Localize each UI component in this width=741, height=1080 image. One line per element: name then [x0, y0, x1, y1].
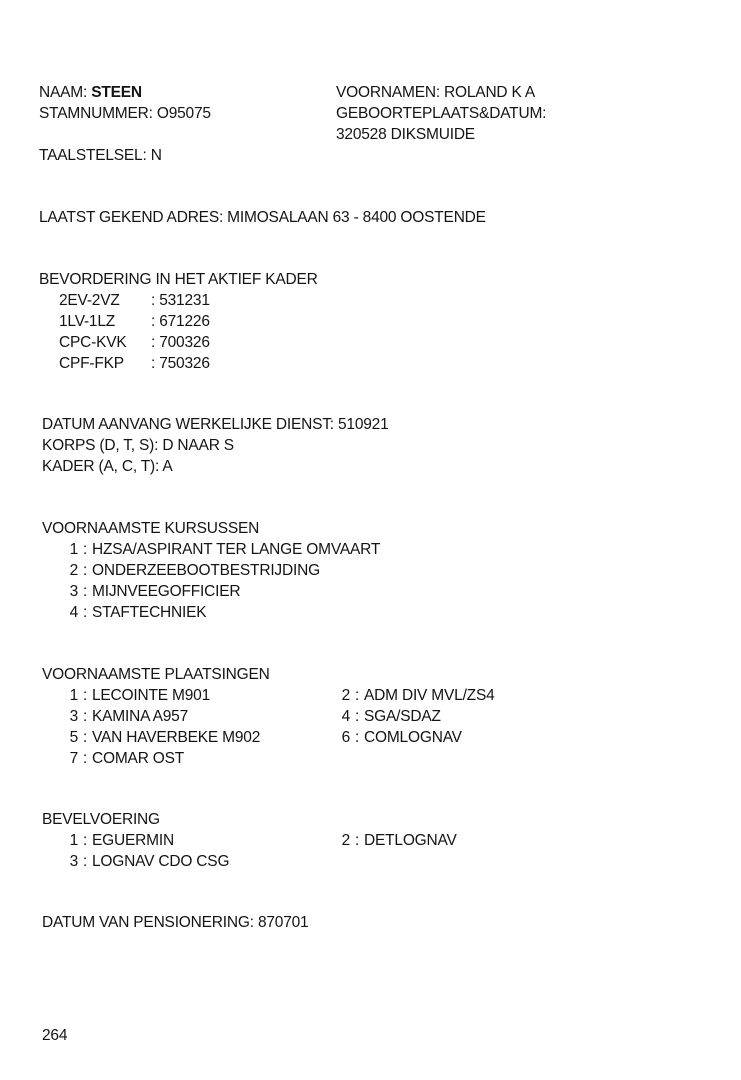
- kader: KADER (A, C, T): A: [42, 458, 173, 475]
- list-item: 1 : LECOINTE M901: [69, 687, 210, 704]
- naam-value: STEEN: [91, 84, 142, 101]
- list-item: 3 : KAMINA A957: [69, 708, 189, 725]
- list-item: 4 : STAFTECHNIEK: [69, 604, 207, 621]
- bevordering-row: CPF-FKP : 750326: [59, 355, 210, 372]
- adres: LAATST GEKEND ADRES: MIMOSALAAN 63 - 8400 OOSTENDE: [39, 209, 486, 226]
- list-item: 5 : VAN HAVERBEKE M902: [69, 729, 261, 746]
- bevordering-title: BEVORDERING IN HET AKTIEF KADER: [39, 271, 318, 288]
- taalstelsel: TAALSTELSEL: N: [39, 147, 162, 164]
- bevordering-row: CPC-KVK : 700326: [59, 334, 210, 351]
- list-item: 2 : DETLOGNAV: [341, 832, 457, 849]
- plaatsingen-title: VOORNAAMSTE PLAATSINGEN: [42, 666, 270, 683]
- list-item: 2 : ADM DIV MVL/ZS4: [341, 687, 495, 704]
- list-item: 2 : ONDERZEEBOOTBESTRIJDING: [69, 562, 320, 579]
- bevordering-row: 1LV-1LZ : 671226: [59, 313, 210, 330]
- bevelvoering-title: BEVELVOERING: [42, 811, 160, 828]
- korps: KORPS (D, T, S): D NAAR S: [42, 437, 234, 454]
- kursussen-title: VOORNAAMSTE KURSUSSEN: [42, 520, 260, 537]
- dienst-aanvang: DATUM AANVANG WERKELIJKE DIENST: 510921: [42, 416, 389, 433]
- list-item: 3 : LOGNAV CDO CSG: [69, 853, 230, 870]
- list-item: 7 : COMAR OST: [69, 750, 185, 767]
- voornamen: VOORNAMEN: ROLAND K A: [336, 84, 536, 101]
- naam-line: [39, 82, 142, 103]
- bevordering-row: 2EV-2VZ : 531231: [59, 292, 210, 309]
- list-item: 1 : HZSA/ASPIRANT TER LANGE OMVAART: [69, 541, 381, 558]
- list-item: 6 : COMLOGNAV: [341, 729, 462, 746]
- naam-label: NAAM:: [39, 84, 88, 101]
- list-item: 3 : MIJNVEEGOFFICIER: [69, 583, 241, 600]
- pensionering: DATUM VAN PENSIONERING: 870701: [42, 914, 309, 931]
- stamnummer: STAMNUMMER: O95075: [39, 105, 211, 122]
- geboorte-value: 320528 DIKSMUIDE: [336, 126, 475, 143]
- geboorte-label: GEBOORTEPLAATS&DATUM:: [336, 105, 547, 122]
- page-number: 264: [42, 1027, 68, 1044]
- list-item: 4 : SGA/SDAZ: [341, 708, 441, 725]
- list-item: 1 : EGUERMIN: [69, 832, 174, 849]
